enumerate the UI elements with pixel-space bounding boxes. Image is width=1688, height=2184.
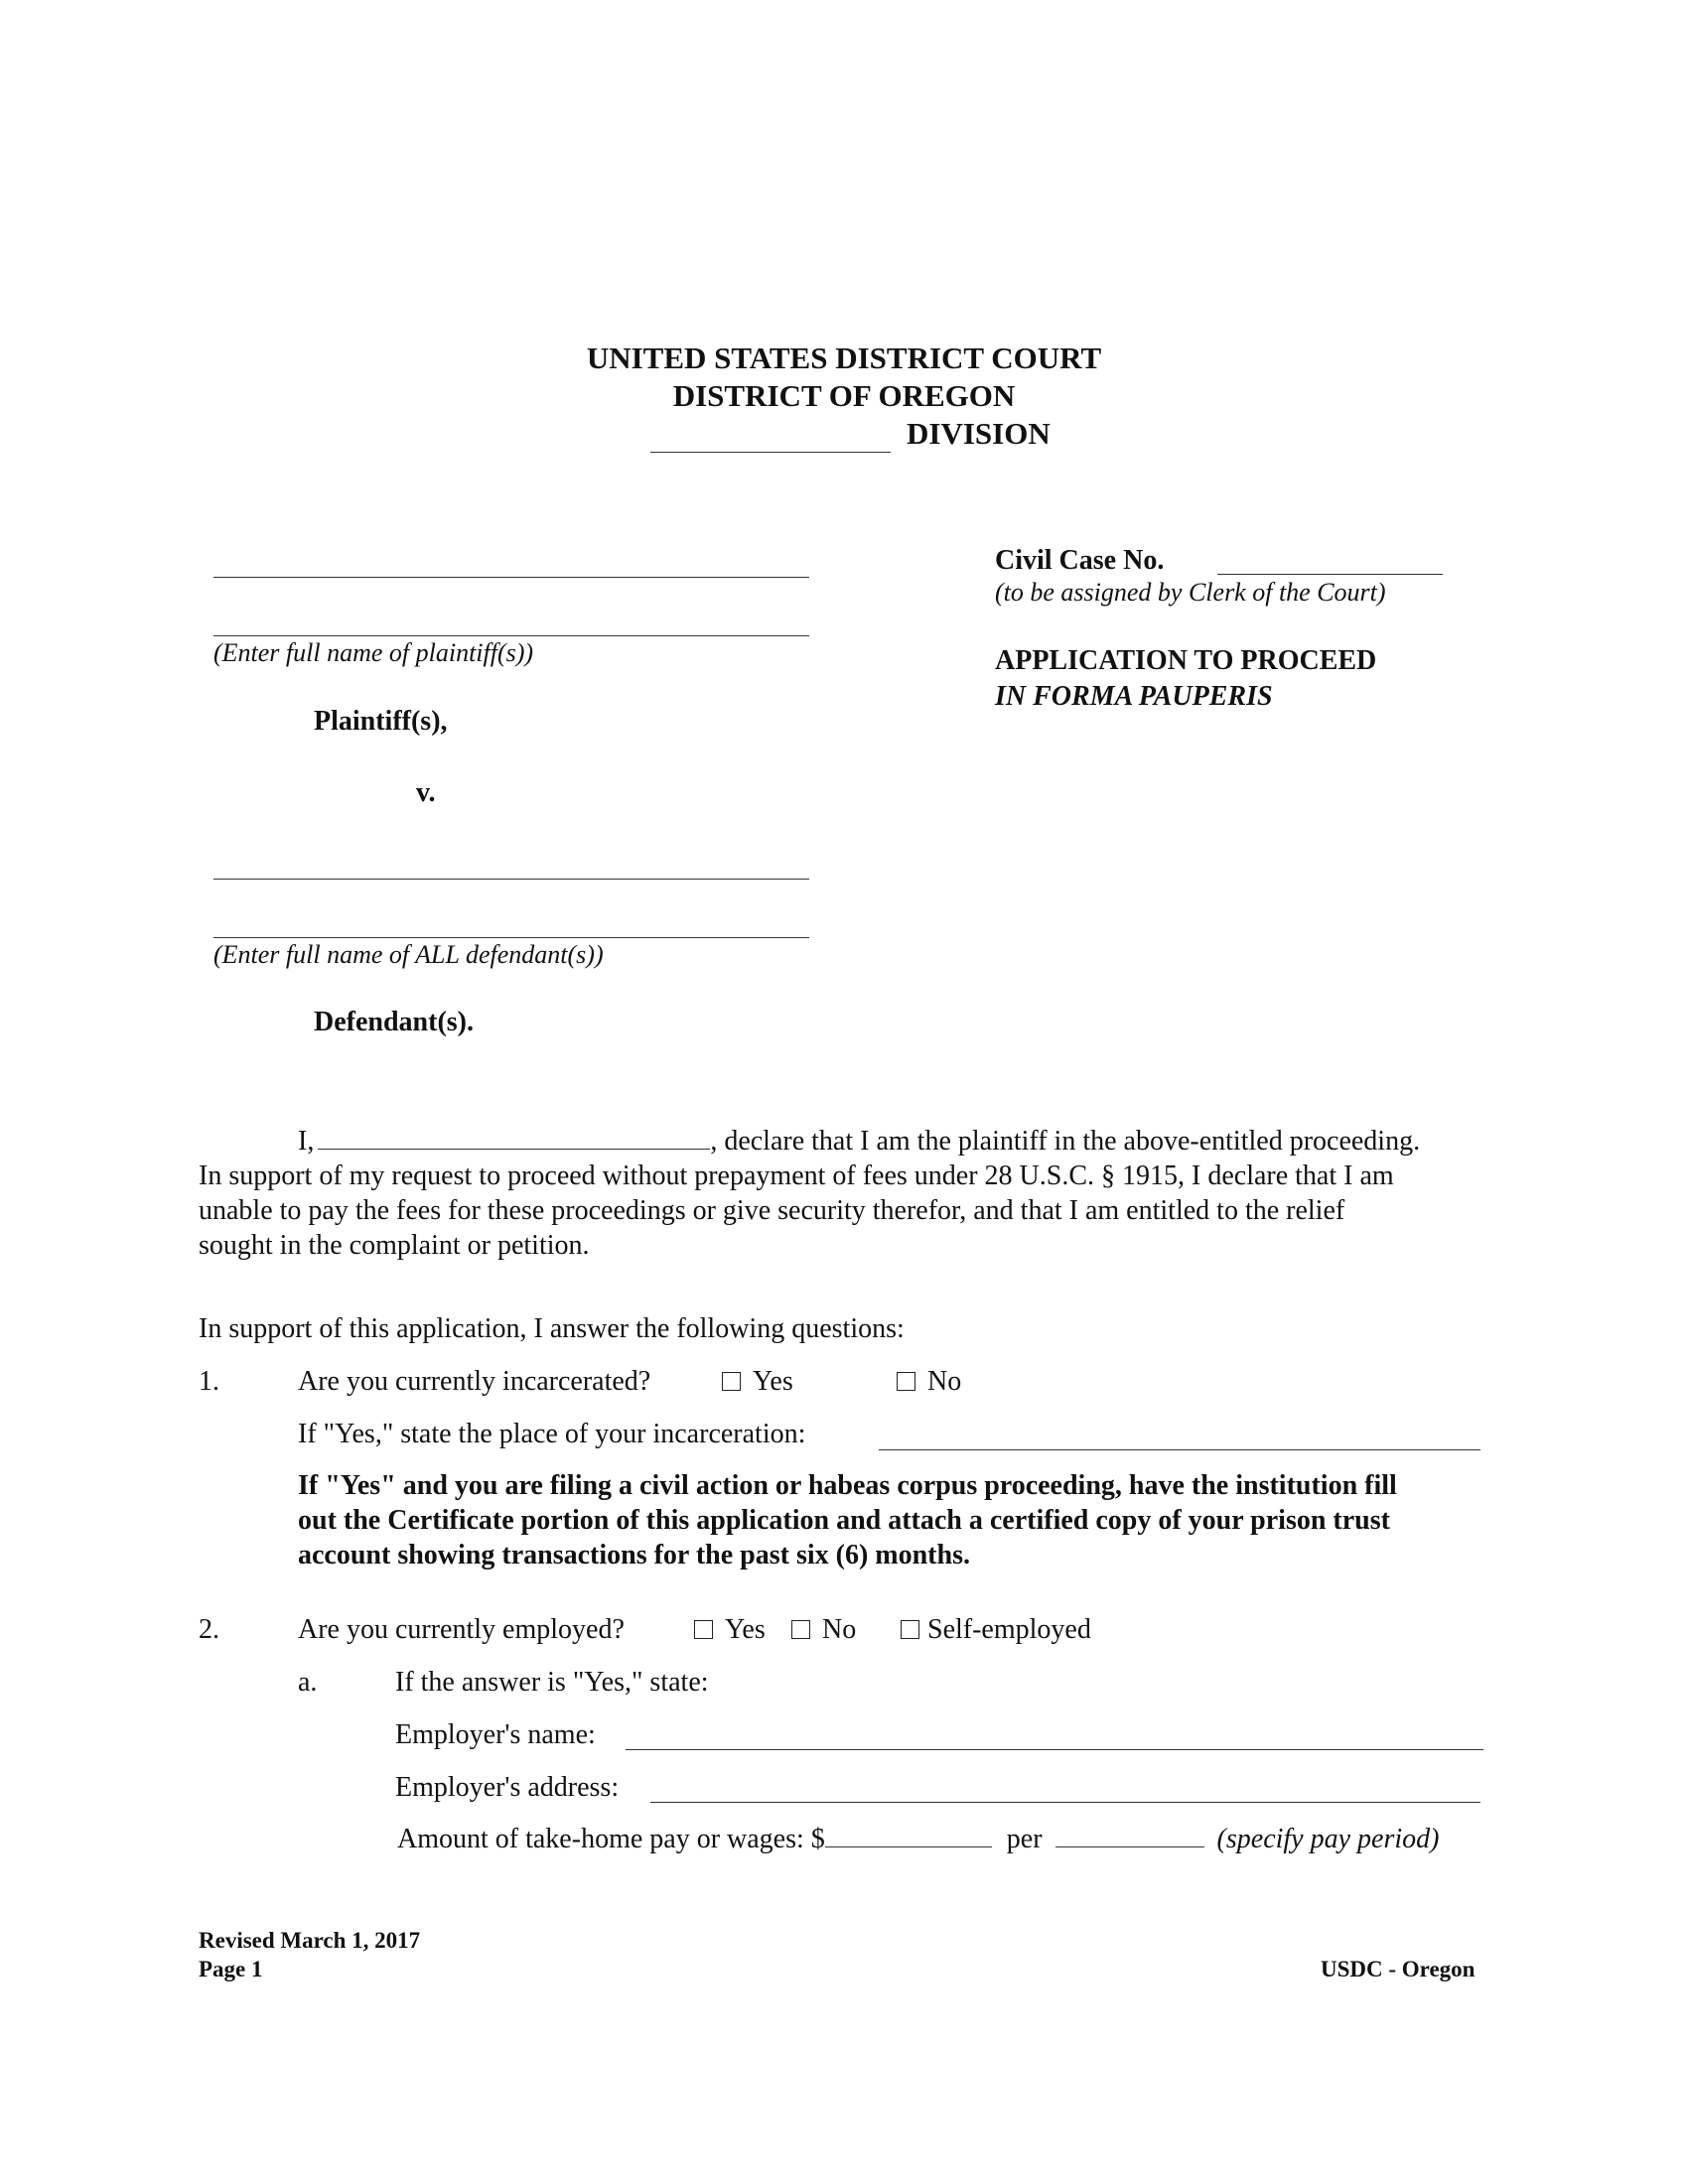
- footer-court: USDC - Oregon: [1321, 1957, 1476, 1981]
- declaration-line-1: , declare that I am the plaintiff in the above-entitled proceeding.: [710, 1126, 1421, 1157]
- versus-label: v.: [416, 777, 436, 808]
- court-title: UNITED STATES DISTRICT COURT: [586, 341, 1102, 375]
- plaintiff-hint: (Enter full name of plaintiff(s)): [213, 638, 534, 667]
- declaration-paragraph: [199, 1124, 1489, 1263]
- employer-name-label: Employer's name:: [395, 1719, 596, 1750]
- per-label: per: [1006, 1824, 1043, 1854]
- q1-number: 1.: [199, 1366, 219, 1397]
- defendant-label: Defendant(s).: [314, 1007, 474, 1037]
- q1-place-blank[interactable]: [879, 1449, 1480, 1450]
- q1-yes-option[interactable]: [722, 1366, 793, 1398]
- pay-amount-blank[interactable]: [825, 1846, 992, 1847]
- plaintiff-name-line-2[interactable]: [213, 635, 809, 636]
- q2-self-option[interactable]: [901, 1614, 1091, 1646]
- q1-note-line-3: account showing transactions for the past six (6) months.: [298, 1540, 970, 1570]
- employer-name-blank[interactable]: [626, 1749, 1483, 1750]
- q1-yes-label: Yes: [753, 1366, 793, 1397]
- case-no-hint: (to be assigned by Clerk of the Court): [995, 578, 1386, 607]
- q2-no-label: No: [822, 1614, 857, 1645]
- q2-no-checkbox[interactable]: [791, 1620, 810, 1639]
- district-title: DISTRICT OF OREGON: [672, 378, 1016, 413]
- questions-intro: In support of this application, I answer the following questions:: [199, 1313, 905, 1344]
- doc-title-line-1: APPLICATION TO PROCEED: [995, 645, 1377, 676]
- declaration-line-2: In support of my request to proceed without prepayment of fees under 28 U.S.C. § 1915, I declare that I am: [199, 1160, 1394, 1191]
- q1-no-option[interactable]: [897, 1366, 961, 1398]
- q2-yes-label: Yes: [725, 1614, 766, 1645]
- defendant-name-line-2[interactable]: [213, 937, 809, 938]
- q1-yes-checkbox[interactable]: [722, 1372, 741, 1391]
- q2-number: 2.: [199, 1614, 219, 1645]
- defendant-hint: (Enter full name of ALL defendant(s)): [213, 940, 604, 969]
- q2a-text: If the answer is "Yes," state:: [395, 1667, 709, 1698]
- footer-page: Page 1: [199, 1957, 263, 1981]
- declaration-line-4: sought in the complaint or petition.: [199, 1230, 590, 1261]
- declaration-prefix: I,: [298, 1126, 315, 1157]
- q1-note-line-1: If "Yes" and you are filing a civil action or habeas corpus proceeding, have the institution fill: [298, 1470, 1397, 1501]
- q1-no-label: No: [927, 1366, 962, 1397]
- q2-yes-option[interactable]: [694, 1614, 766, 1646]
- pay-period-blank[interactable]: [1055, 1846, 1204, 1847]
- division-label: DIVISION: [907, 416, 1051, 451]
- pay-period-hint: (specify pay period): [1216, 1824, 1440, 1854]
- q2-self-label: Self-employed: [927, 1614, 1091, 1645]
- q1-no-checkbox[interactable]: [897, 1372, 915, 1391]
- plaintiff-label: Plaintiff(s),: [314, 706, 448, 737]
- pay-label: Amount of take-home pay or wages: $: [397, 1824, 825, 1854]
- q1-note-line-2: out the Certificate portion of this application and attach a certified copy of your prison trust: [298, 1505, 1390, 1536]
- declarant-name-blank[interactable]: [318, 1149, 710, 1150]
- footer-revised: Revised March 1, 2017: [199, 1928, 421, 1953]
- plaintiff-name-line-1[interactable]: [213, 577, 809, 578]
- q1-question: Are you currently incarcerated?: [298, 1366, 651, 1397]
- q1-place-label: If "Yes," state the place of your incarceration:: [298, 1419, 806, 1449]
- declaration-line-3: unable to pay the fees for these proceedings or give security therefor, and that I am entitled to the relief: [199, 1195, 1345, 1226]
- q2-question: Are you currently employed?: [298, 1614, 625, 1645]
- employer-address-label: Employer's address:: [395, 1772, 620, 1803]
- q2-no-option[interactable]: [791, 1614, 856, 1646]
- case-no-blank[interactable]: [1217, 574, 1443, 575]
- employer-address-blank[interactable]: [650, 1802, 1480, 1803]
- defendant-name-line-1[interactable]: [213, 879, 809, 880]
- case-no-label: Civil Case No.: [995, 545, 1165, 576]
- q2-yes-checkbox[interactable]: [694, 1620, 713, 1639]
- q1-note: [298, 1468, 1397, 1572]
- q2-self-checkbox[interactable]: [901, 1620, 919, 1639]
- division-blank[interactable]: [650, 452, 891, 453]
- doc-title-line-2: IN FORMA PAUPERIS: [995, 681, 1273, 712]
- pay-row: [397, 1824, 1439, 1855]
- q2a-number: a.: [298, 1667, 318, 1698]
